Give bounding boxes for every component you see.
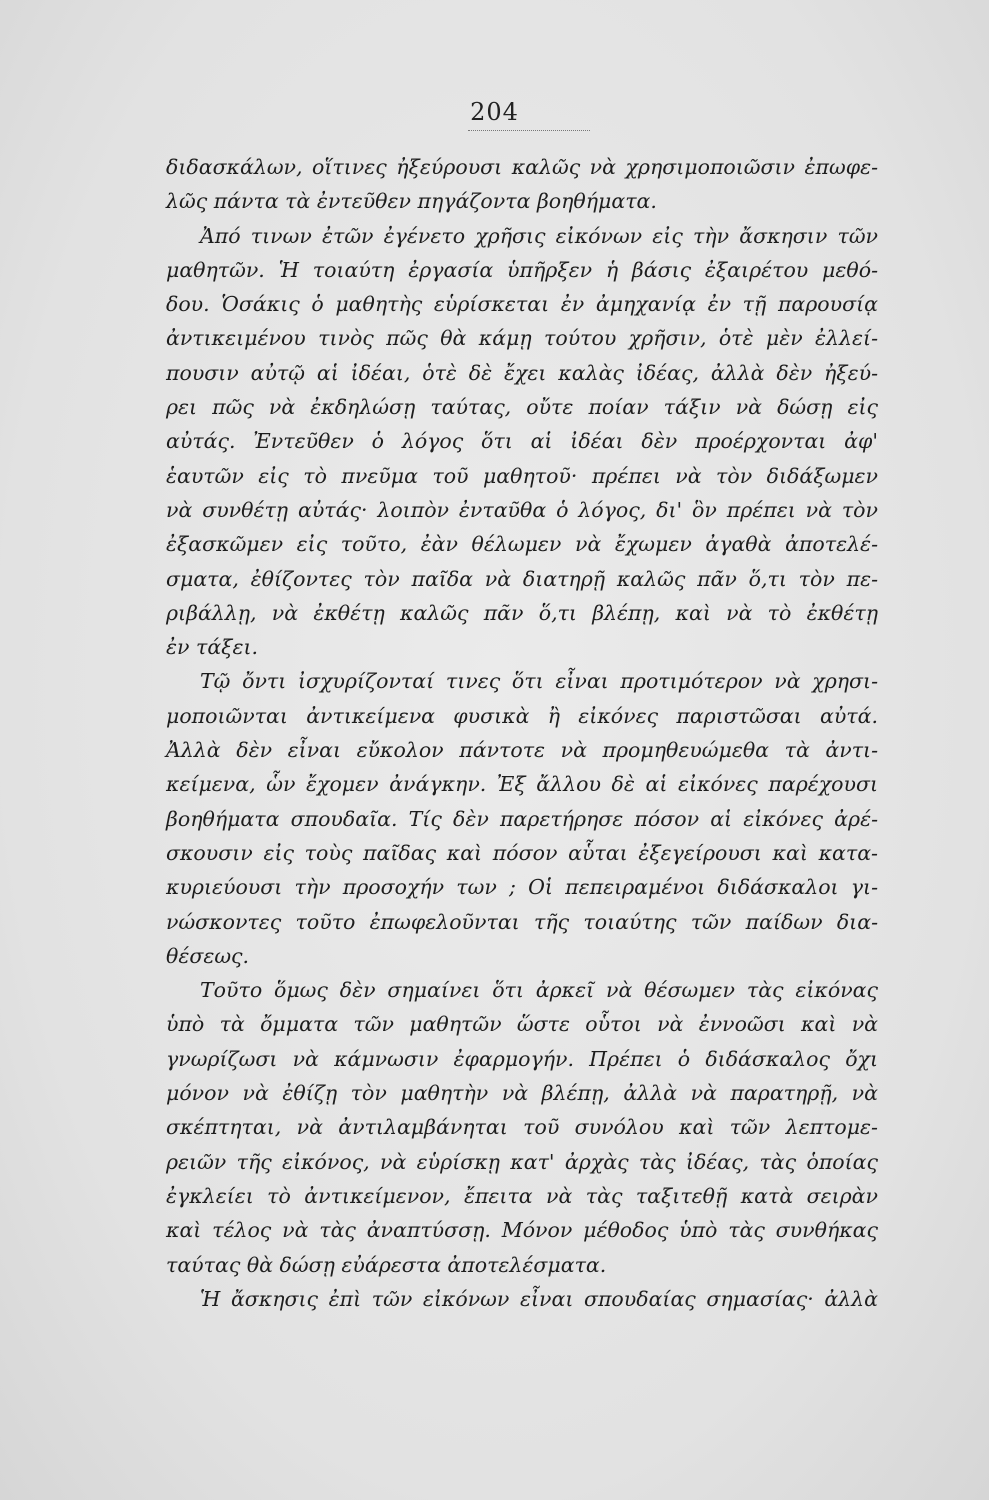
text-line: σκέπτηται, νὰ ἀντιλαμβάνηται τοῦ συνόλου καὶ τῶν λεπτομε- bbox=[166, 1115, 878, 1140]
text-line: ρει πῶς νὰ ἐκδηλώσῃ ταύτας, οὔτε ποίαν τάξιν νὰ δώσῃ εἰς bbox=[166, 395, 878, 420]
text-line: Τῷ ὄντι ἰσχυρίζονταί τινες ὅτι εἶναι προτιμότερον νὰ χρησι- bbox=[200, 669, 878, 694]
text-line: σματα, ἐθίζοντες τὸν παῖδα νὰ διατηρῇ καλῶς πᾶν ὅ,τι τὸν πε- bbox=[166, 566, 878, 591]
text-line: ἑαυτῶν εἰς τὸ πνεῦμα τοῦ μαθητοῦ· πρέπει νὰ τὸν διδάξωμεν bbox=[166, 463, 878, 488]
text-line: μοποιῶνται ἀντικείμενα φυσικὰ ἢ εἰκόνες παριστῶσαι αὐτά. bbox=[166, 703, 878, 728]
text-line: Ἡ ἄσκησις ἐπὶ τῶν εἰκόνων εἶναι σπουδαίας σημασίας· ἀλλὰ bbox=[200, 1286, 878, 1311]
text-line: ἀντικειμένου τινὸς πῶς θὰ κάμῃ τούτου χρῆσιν, ὁτὲ μὲν ἐλλεί- bbox=[166, 326, 878, 351]
text-line: αὐτάς. Ἐντεῦθεν ὁ λόγος ὅτι αἱ ἰδέαι δὲν προέρχονται ἀφ' bbox=[166, 429, 878, 454]
text-line: νὰ συνθέτῃ αὐτάς· λοιπὸν ἐνταῦθα ὁ λόγος, δι' ὃν πρέπει νὰ τὸν bbox=[166, 497, 878, 522]
text-line: ἐν τάξει. bbox=[166, 635, 259, 660]
text-line: ὑπὸ τὰ ὄμματα τῶν μαθητῶν ὥστε οὗτοι νὰ ἐννοῶσι καὶ νὰ bbox=[166, 1012, 878, 1037]
text-line: ρειῶν τῆς εἰκόνος, νὰ εὑρίσκῃ κατ' ἀρχὰς τὰς ἰδέας, τὰς ὁποίας bbox=[166, 1149, 878, 1174]
text-line: πουσιν αὐτῷ αἱ ἰδέαι, ὁτὲ δὲ ἔχει καλὰς ἰδέας, ἀλλὰ δὲν ἠξεύ- bbox=[166, 360, 878, 385]
text-line: λῶς πάντα τὰ ἐντεῦθεν πηγάζοντα βοηθήματα. bbox=[166, 189, 657, 214]
paragraph bbox=[166, 150, 878, 219]
body-text bbox=[166, 150, 878, 1316]
page-number: 204 bbox=[470, 98, 519, 126]
text-line: σκουσιν εἰς τοὺς παῖδας καὶ πόσον αὗται ἐξεγείρουσι καὶ κατα- bbox=[166, 840, 878, 865]
header-rule bbox=[468, 130, 590, 131]
text-line: ριβάλλῃ, νὰ ἐκθέτῃ καλῶς πᾶν ὅ,τι βλέπῃ, καὶ νὰ τὸ ἐκθέτῃ bbox=[166, 600, 878, 625]
text-line: γνωρίζωσι νὰ κάμνωσιν ἐφαρμογήν. Πρέπει ὁ διδάσκαλος ὄχι bbox=[166, 1046, 878, 1071]
text-line: θέσεως. bbox=[166, 943, 250, 968]
text-line: νώσκοντες τοῦτο ἐπωφελοῦνται τῆς τοιαύτης τῶν παίδων δια- bbox=[166, 909, 878, 934]
text-line: ἐξασκῶμεν εἰς τοῦτο, ἐὰν θέλωμεν νὰ ἔχωμεν ἀγαθὰ ἀποτελέ- bbox=[166, 532, 878, 557]
text-line: Ἀλλὰ δὲν εἶναι εὔκολον πάντοτε νὰ προμηθευώμεθα τὰ ἀντι- bbox=[166, 738, 878, 763]
text-line: μαθητῶν. Ἡ τοιαύτη ἐργασία ὑπῆρξεν ἡ βάσις ἐξαιρέτου μεθό- bbox=[166, 257, 878, 282]
text-line: κυριεύουσι τὴν προσοχήν των ; Οἱ πεπειραμένοι διδάσκαλοι γι- bbox=[166, 875, 878, 900]
paragraph bbox=[166, 973, 878, 1282]
paragraph bbox=[166, 1282, 878, 1316]
text-line: δου. Ὁσάκις ὁ μαθητὴς εὑρίσκεται ἐν ἀμηχανίᾳ ἐν τῇ παρουσίᾳ bbox=[166, 292, 878, 317]
text-line: ταύτας θὰ δώσῃ εὐάρεστα ἀποτελέσματα. bbox=[166, 1252, 607, 1277]
text-line: καὶ τέλος νὰ τὰς ἀναπτύσσῃ. Μόνον μέθοδος ὑπὸ τὰς συνθήκας bbox=[166, 1218, 878, 1243]
text-line: κείμενα, ὧν ἔχομεν ἀνάγκην. Ἐξ ἄλλου δὲ αἱ εἰκόνες παρέχουσι bbox=[166, 772, 878, 797]
text-line: ἐγκλείει τὸ ἀντικείμενον, ἔπειτα νὰ τὰς ταξιτεθῇ κατὰ σειρὰν bbox=[166, 1183, 878, 1208]
text-line: Ἀπό τινων ἐτῶν ἐγένετο χρῆσις εἰκόνων εἰς τὴν ἄσκησιν τῶν bbox=[200, 223, 878, 248]
text-line: διδασκάλων, οἵτινες ἠξεύρουσι καλῶς νὰ χρησιμοποιῶσιν ἐπωφε- bbox=[166, 155, 878, 179]
text-line: μόνον νὰ ἐθίζῃ τὸν μαθητὴν νὰ βλέπῃ, ἀλλὰ νὰ παρατηρῇ, νὰ bbox=[166, 1081, 878, 1106]
text-line: Τοῦτο ὅμως δὲν σημαίνει ὅτι ἀρκεῖ νὰ θέσωμεν τὰς εἰκόνας bbox=[200, 978, 878, 1003]
text-line: βοηθήματα σπουδαῖα. Τίς δὲν παρετήρησε πόσον αἱ εἰκόνες ἀρέ- bbox=[166, 806, 878, 831]
paragraph bbox=[166, 219, 878, 665]
paragraph bbox=[166, 664, 878, 973]
